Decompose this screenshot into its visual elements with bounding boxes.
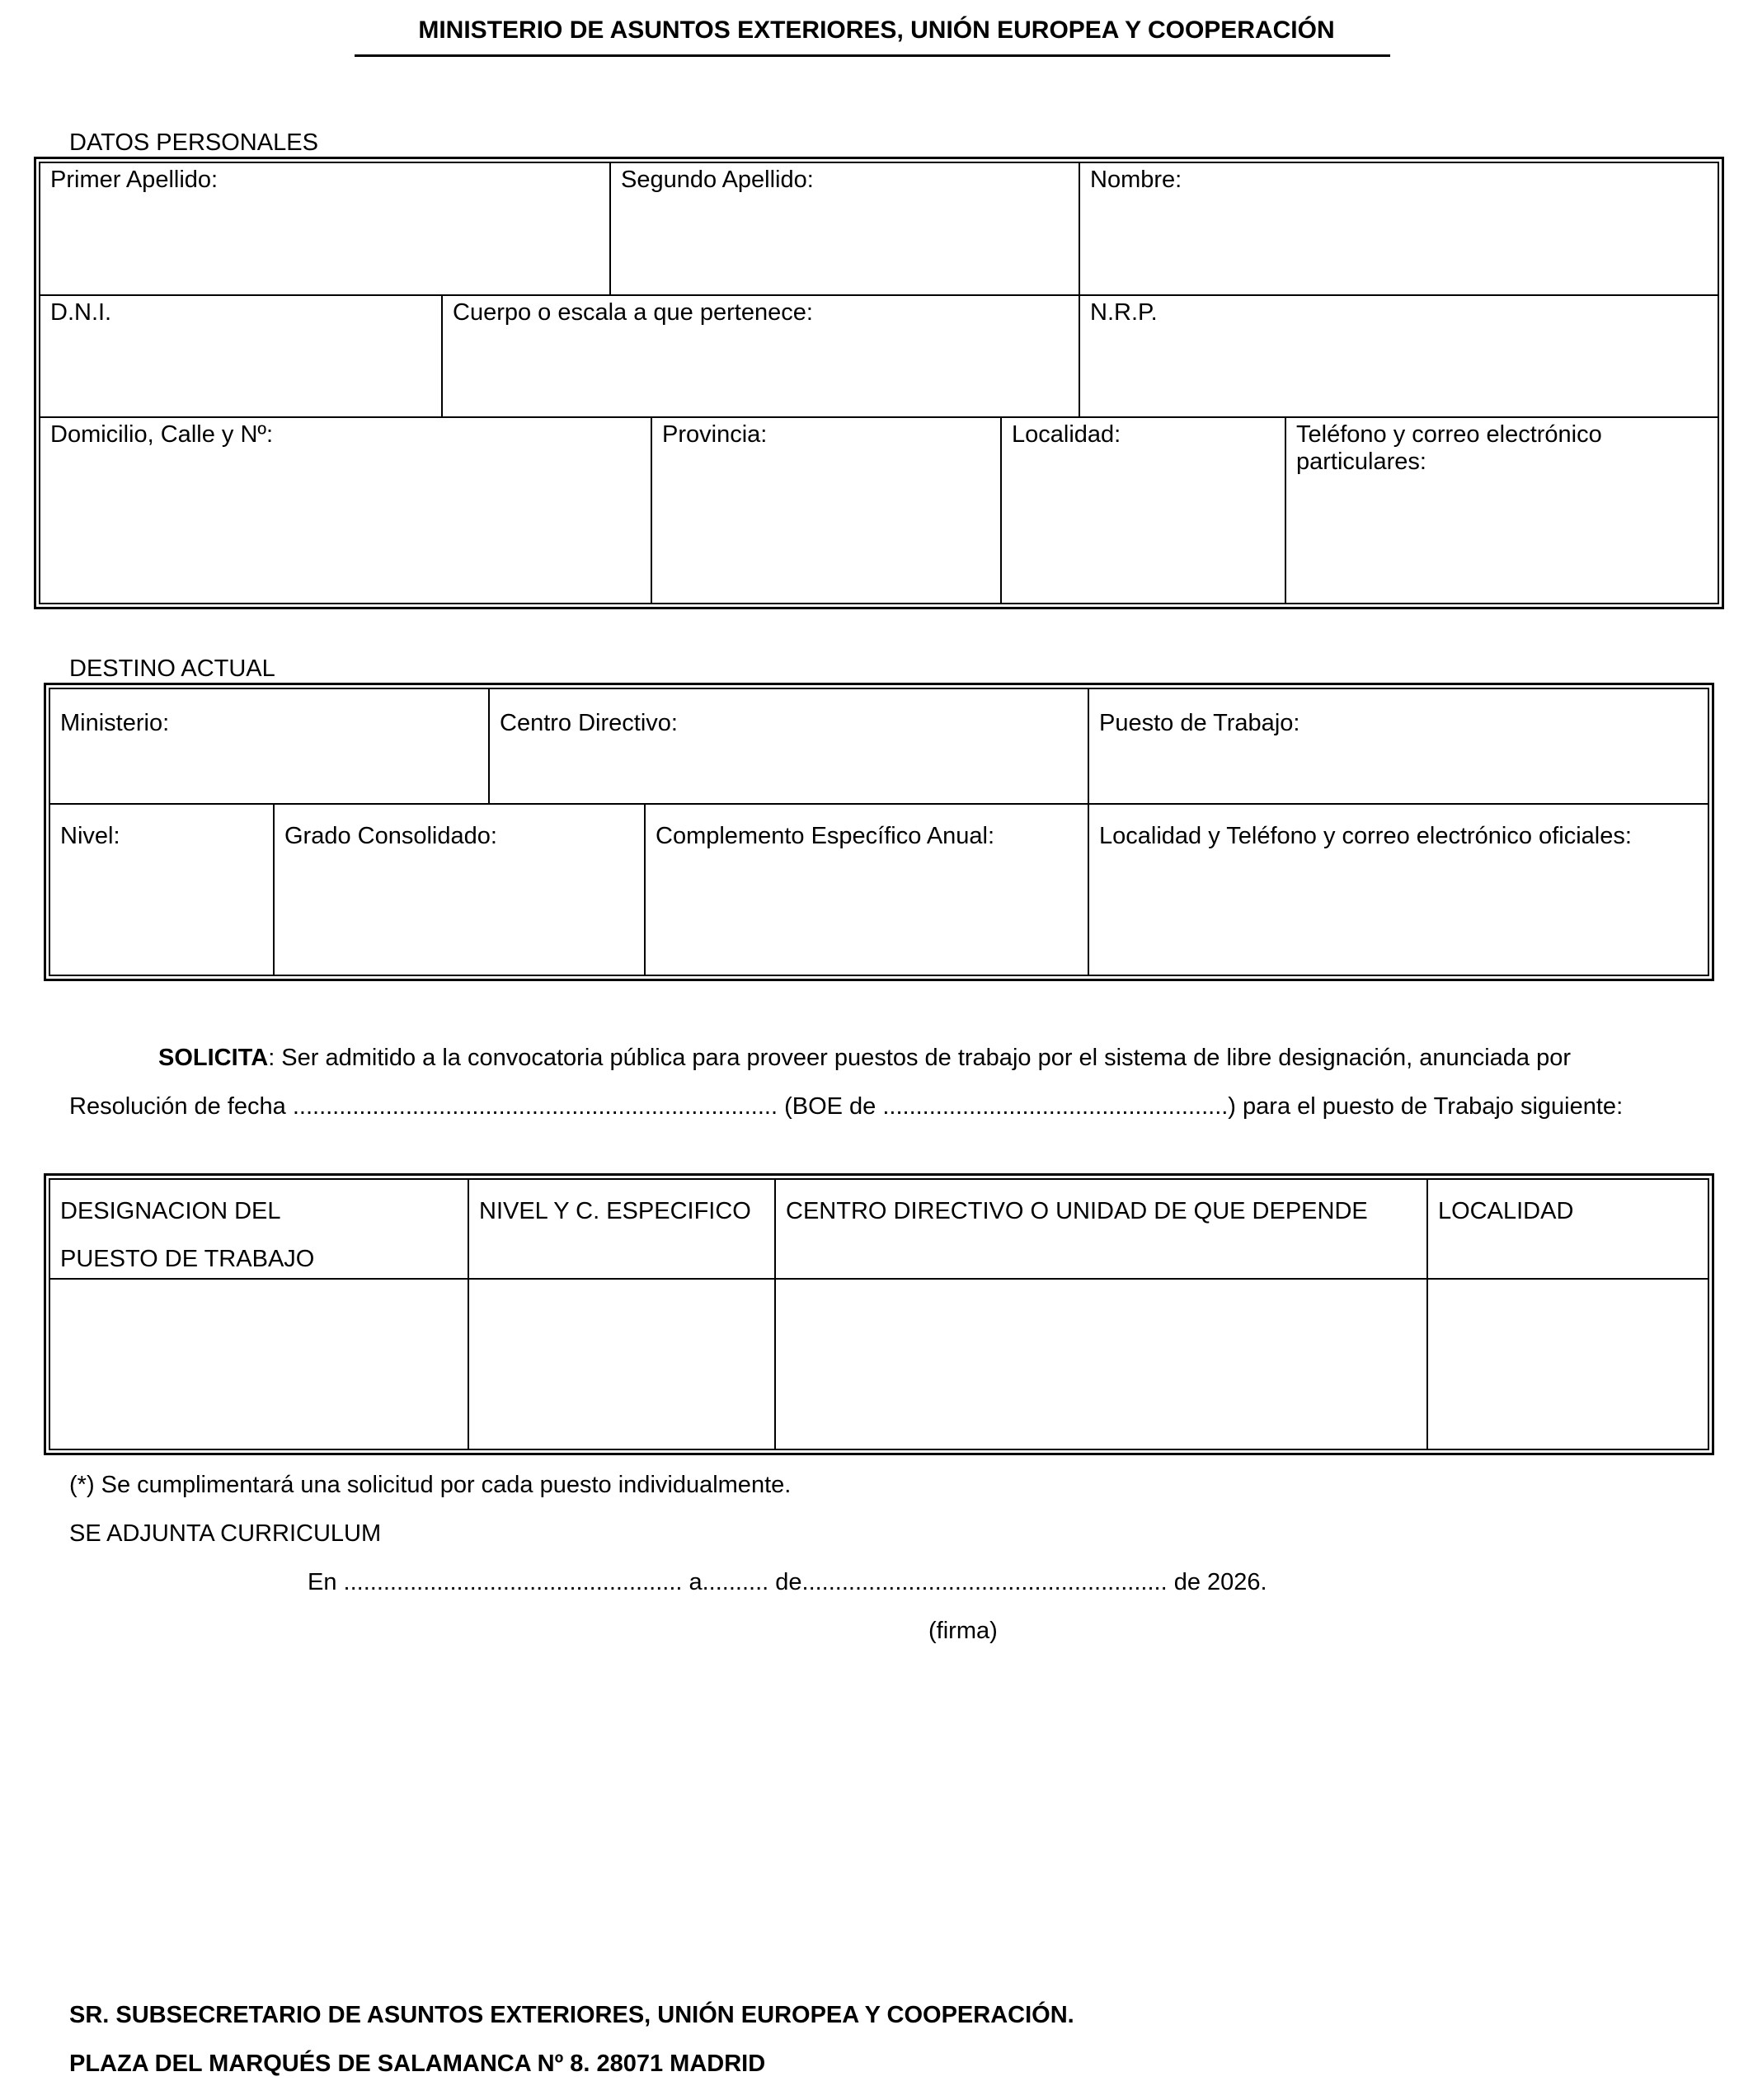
- telefono-particular-field[interactable]: [1285, 416, 1718, 603]
- puesto-trabajo-label: Puesto de Trabajo:: [1099, 710, 1300, 736]
- telefono-label-line2: particulares:: [1296, 449, 1426, 475]
- dni-label: D.N.I.: [50, 299, 112, 326]
- nivel-especifico-label: NIVEL Y C. ESPECIFICO: [479, 1198, 751, 1224]
- provincia-field[interactable]: [651, 416, 1000, 603]
- provincia-label: Provincia:: [662, 421, 768, 448]
- adjunta-curriculum: SE ADJUNTA CURRICULUM: [69, 1520, 382, 1547]
- resolucion-line: Resolución de fecha ......................................................................... (BOE de ....................................................) para el puesto de Trabajo siguiente:: [69, 1093, 1624, 1120]
- localidad-col-label: LOCALIDAD: [1438, 1198, 1574, 1224]
- telefono-label-line1: Teléfono y correo electrónico: [1296, 421, 1602, 448]
- domicilio-field[interactable]: [40, 416, 651, 603]
- centro-unidad-input[interactable]: [774, 1278, 1426, 1449]
- destino-actual-table: [44, 683, 1714, 981]
- localidad-header: [1426, 1180, 1709, 1278]
- complemento-field[interactable]: [644, 803, 1088, 975]
- address-line: PLAZA DEL MARQUÉS DE SALAMANCA Nº 8. 28071 MADRID: [69, 2051, 766, 2077]
- designacion-line2: PUESTO DE TRABAJO: [60, 1246, 315, 1272]
- solicita-label: SOLICITA: [158, 1045, 269, 1071]
- ministry-title: MINISTERIO DE ASUNTOS EXTERIORES, UNIÓN EUROPEA Y COOPERACIÓN: [418, 16, 1335, 44]
- firma-label: (firma): [928, 1618, 998, 1644]
- primer-apellido-label: Primer Apellido:: [50, 167, 219, 193]
- localidad-label: Localidad:: [1012, 421, 1121, 448]
- destino-actual-label: DESTINO ACTUAL: [69, 655, 275, 682]
- domicilio-label: Domicilio, Calle y Nº:: [50, 421, 274, 448]
- dni-field[interactable]: [40, 294, 441, 416]
- grado-field[interactable]: [273, 803, 644, 975]
- centro-unidad-header: [774, 1180, 1426, 1278]
- nivel-especifico-header: [468, 1180, 774, 1278]
- addressee-line: SR. SUBSECRETARIO DE ASUNTOS EXTERIORES, UNIÓN EUROPEA Y COOPERACIÓN.: [69, 2002, 1074, 2028]
- grado-label: Grado Consolidado:: [284, 823, 497, 849]
- centro-unidad-label: CENTRO DIRECTIVO O UNIDAD DE QUE DEPENDE: [786, 1198, 1368, 1224]
- centro-directivo-label: Centro Directivo:: [500, 710, 678, 736]
- complemento-label: Complemento Específico Anual:: [656, 823, 995, 849]
- nombre-label: Nombre:: [1090, 167, 1182, 193]
- nrp-field[interactable]: [1079, 294, 1718, 416]
- title-underline: [355, 54, 1390, 57]
- designacion-header: [50, 1180, 468, 1278]
- datos-personales-table: [34, 157, 1724, 609]
- solicita-paragraph: [158, 1045, 1571, 1072]
- localidad-input[interactable]: [1426, 1278, 1709, 1449]
- designacion-input[interactable]: [50, 1278, 468, 1449]
- nivel-especifico-input[interactable]: [468, 1278, 774, 1449]
- nivel-label: Nivel:: [60, 823, 120, 849]
- nrp-label: N.R.P.: [1090, 299, 1158, 326]
- designacion-line1: DESIGNACION DEL: [60, 1198, 281, 1224]
- centro-directivo-field[interactable]: [488, 689, 1088, 803]
- segundo-apellido-field[interactable]: [609, 163, 1079, 294]
- nombre-field[interactable]: [1079, 163, 1718, 294]
- localidad-oficial-field[interactable]: [1088, 803, 1709, 975]
- cuerpo-label: Cuerpo o escala a que pertenece:: [453, 299, 813, 326]
- localidad-field[interactable]: [1000, 416, 1285, 603]
- date-line: En ................................................... a.......... de....................................................... de 2026.: [308, 1569, 1267, 1595]
- cuerpo-field[interactable]: [441, 294, 1079, 416]
- nivel-field[interactable]: [50, 803, 273, 975]
- note-text: (*) Se cumplimentará una solicitud por cada puesto individualmente.: [69, 1472, 792, 1498]
- puesto-solicitado-table: [44, 1173, 1714, 1455]
- puesto-trabajo-field[interactable]: [1088, 689, 1709, 803]
- ministerio-field[interactable]: [50, 689, 488, 803]
- primer-apellido-field[interactable]: [40, 163, 609, 294]
- ministerio-label: Ministerio:: [60, 710, 170, 736]
- localidad-oficial-label: Localidad y Teléfono y correo electrónico oficiales:: [1099, 823, 1632, 849]
- segundo-apellido-label: Segundo Apellido:: [621, 167, 814, 193]
- solicita-text: : Ser admitido a la convocatoria pública para proveer puestos de trabajo por el sistema de libre designación, anunciada por: [268, 1045, 1572, 1071]
- datos-personales-label: DATOS PERSONALES: [69, 129, 318, 156]
